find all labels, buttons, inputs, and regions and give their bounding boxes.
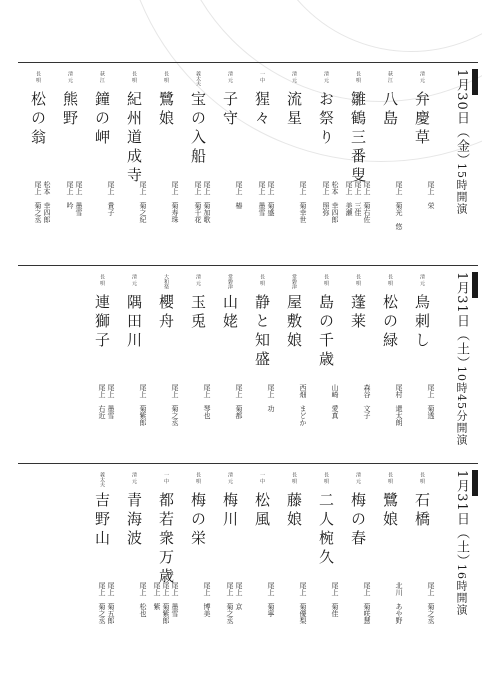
performance-block	[18, 265, 478, 462]
piece-title: 都若衆万歳	[157, 492, 175, 587]
music-genre: 清 元	[131, 274, 137, 286]
piece-title: 雛鶴三番叟	[349, 91, 367, 186]
program-item	[342, 266, 374, 462]
performance-block	[18, 62, 478, 259]
performer-names: 尾上 菊五郎 尾上 菊之丞	[98, 582, 115, 624]
date-header	[444, 464, 478, 669]
performer-names: 尾上 琴也	[203, 384, 211, 419]
performer-names: 尾上 菊寿珠	[171, 181, 179, 223]
music-genre: 長 唄	[163, 71, 169, 83]
performer-names: 西畑 まどか	[299, 384, 307, 426]
performer-names: 尾上 貴子	[107, 181, 115, 216]
date-header	[444, 63, 478, 259]
music-genre: 清 元	[195, 274, 201, 286]
performer-names: 尾上 菊之丞	[427, 582, 435, 624]
piece-title: 隅田川	[125, 294, 143, 351]
piece-title: 八島	[381, 91, 399, 129]
performer-names: 山崎 愛真	[331, 384, 339, 419]
performer-names: 尾上 博美	[203, 582, 211, 617]
piece-title: 玉兎	[189, 294, 207, 332]
piece-title: 山姥	[221, 294, 239, 332]
program-item	[310, 266, 342, 462]
program-item	[342, 464, 374, 669]
program-item	[278, 266, 310, 462]
music-genre: 長 唄	[323, 274, 329, 286]
piece-title: 松の翁	[29, 91, 47, 148]
piece-title: 静と知盛	[253, 294, 271, 370]
piece-title: 櫻舟	[157, 294, 175, 332]
performer-names: 北川 あや野	[395, 582, 403, 624]
start-time: 10時45分開演	[455, 366, 468, 446]
program-columns	[86, 266, 438, 462]
music-genre: 長 唄	[419, 472, 425, 484]
piece-title: 鷺娘	[157, 91, 175, 129]
program-item	[310, 464, 342, 669]
program-item	[246, 63, 278, 259]
program-item	[182, 464, 214, 669]
performer-names: 尾上 菊右佐 尾上 三佳 尾上 美瀬	[345, 181, 371, 223]
program-item	[406, 63, 438, 259]
music-genre: 清 元	[419, 274, 425, 286]
program-item	[310, 63, 342, 259]
program-item	[406, 266, 438, 462]
performer-names: 尾上 菊之紀	[139, 181, 147, 223]
music-genre: 義太夫	[195, 71, 201, 86]
performer-names: 尾上 栄	[427, 181, 435, 209]
piece-title: 連獅子	[93, 294, 111, 351]
piece-title: 弁慶草	[413, 91, 431, 148]
music-genre: 長 唄	[291, 472, 297, 484]
performer-names: 尾上 菊寧	[267, 582, 275, 617]
performance-date: 1月30日（金）	[454, 69, 469, 167]
music-genre: 清 元	[67, 71, 73, 83]
performer-names: 松本 幸四郎 尾上 菊之丞	[34, 181, 51, 223]
music-genre: 清 元	[323, 71, 329, 83]
music-genre: 義太夫	[99, 472, 105, 487]
performer-names: 松本 幸四郎 尾上 照弥	[322, 181, 339, 223]
program-columns	[86, 464, 438, 669]
music-genre: 一 中	[259, 472, 265, 484]
program-item	[214, 266, 246, 462]
program-columns	[22, 63, 438, 259]
program-item	[374, 63, 406, 259]
program-item	[182, 266, 214, 462]
piece-title: 島の千歳	[317, 294, 335, 370]
piece-title: 鷺娘	[381, 492, 399, 530]
music-genre: 常磐津	[227, 274, 233, 289]
performer-names: 尾上 菊優梨	[299, 582, 307, 624]
start-time: 16時開演	[455, 564, 468, 616]
performer-names: 尾上 京 尾上 菊之丞	[226, 582, 243, 624]
music-genre: 一 中	[163, 472, 169, 484]
program-item	[150, 63, 182, 259]
performer-names: 尾上 菊之丞	[171, 384, 179, 426]
performer-names: 尾上 菊咲慧	[363, 582, 371, 624]
piece-title: 流星	[285, 91, 303, 129]
program-item	[150, 266, 182, 462]
program-item	[86, 464, 118, 669]
music-genre: 大和楽	[163, 274, 169, 289]
piece-title: 子守	[221, 91, 239, 129]
music-genre: 長 唄	[195, 472, 201, 484]
program-item	[118, 63, 150, 259]
program-item	[278, 63, 310, 259]
piece-title: 鳥刺し	[413, 294, 431, 351]
piece-title: 蓬莱	[349, 294, 367, 332]
piece-title: 紀州道成寺	[125, 91, 143, 186]
performance-date: 1月31日（土）	[454, 272, 469, 370]
performance-block	[18, 463, 478, 669]
program-item	[86, 63, 118, 259]
piece-title: 石橋	[413, 492, 431, 530]
date-marker-bar	[472, 272, 478, 298]
piece-title: 猩々	[253, 91, 271, 129]
performer-names: 尾上 墨雪 尾上 吟	[66, 181, 83, 216]
music-genre: 長 唄	[99, 274, 105, 286]
program-item	[182, 63, 214, 259]
program-item	[246, 464, 278, 669]
date-marker-bar	[472, 69, 478, 95]
piece-title: 青海波	[125, 492, 143, 549]
music-genre: 清 元	[131, 472, 137, 484]
music-genre: 荻 江	[99, 71, 105, 83]
program-item	[278, 464, 310, 669]
music-genre: 長 唄	[323, 472, 329, 484]
performer-names: 尾上 菊都	[235, 384, 243, 419]
performer-names: 尾上 松也	[139, 582, 147, 617]
program-item	[118, 464, 150, 669]
music-genre: 長 唄	[35, 71, 41, 83]
piece-title: 二人椀久	[317, 492, 335, 568]
piece-title: 熊野	[61, 91, 79, 129]
program-item	[246, 266, 278, 462]
music-genre: 一 中	[259, 71, 265, 83]
piece-title: 松風	[253, 492, 271, 530]
program-item	[54, 63, 86, 259]
piece-title: お祭り	[317, 91, 335, 148]
program-item	[22, 63, 54, 259]
music-genre: 清 元	[227, 71, 233, 83]
date-marker-bar	[472, 470, 478, 496]
music-genre: 常磐津	[291, 274, 297, 289]
program-item	[374, 266, 406, 462]
performer-names: 森谷 文子	[363, 384, 371, 419]
program-item	[118, 266, 150, 462]
performer-names: 尾上 菊佳	[331, 582, 339, 617]
music-genre: 清 元	[419, 71, 425, 83]
music-genre: 長 唄	[387, 472, 393, 484]
performer-names: 尾上 椿	[235, 181, 243, 209]
music-genre: 清 元	[355, 472, 361, 484]
music-genre: 荻 江	[387, 71, 393, 83]
program-item	[214, 464, 246, 669]
performer-names: 尾上 菊透	[427, 384, 435, 419]
performance-date: 1月31日（土）	[454, 470, 469, 568]
music-genre: 長 唄	[355, 274, 361, 286]
program-item	[150, 464, 182, 669]
program-item	[406, 464, 438, 669]
program-item	[374, 464, 406, 669]
performer-names: 尾上 菊紫郎	[139, 384, 147, 426]
performer-names: 尾上 墨雪 尾上 菊紫郎 尾上 紫	[153, 582, 179, 624]
piece-title: 藤娘	[285, 492, 303, 530]
music-genre: 長 唄	[259, 274, 265, 286]
piece-title: 吉野山	[93, 492, 111, 549]
music-genre: 清 元	[291, 71, 297, 83]
piece-title: 松の緑	[381, 294, 399, 351]
music-genre: 清 元	[227, 472, 233, 484]
performer-names: 尾上 菊光 悠	[395, 181, 403, 230]
piece-title: 梅の栄	[189, 492, 207, 549]
performer-names: 尾村 還太朗	[395, 384, 403, 426]
music-genre: 長 唄	[355, 71, 361, 83]
music-genre: 長 唄	[387, 274, 393, 286]
performer-names: 尾上 墨雪 尾上 右近	[98, 384, 115, 419]
start-time: 15時開演	[455, 163, 468, 215]
piece-title: 鐘の岬	[93, 91, 111, 148]
performer-names: 尾上 菊幸世	[299, 181, 307, 223]
piece-title: 宝の入船	[189, 91, 207, 167]
music-genre: 長 唄	[131, 71, 137, 83]
piece-title: 梅川	[221, 492, 239, 530]
program-item	[214, 63, 246, 259]
performer-names: 尾上 功	[267, 384, 275, 412]
program-item	[86, 266, 118, 462]
performer-names: 尾上 菊加歌 尾上 菊千花	[194, 181, 211, 223]
program-item	[342, 63, 374, 259]
performer-names: 尾上 菊盛 尾上 墨雪	[258, 181, 275, 216]
date-header	[444, 266, 478, 462]
piece-title: 梅の春	[349, 492, 367, 549]
piece-title: 屋敷娘	[285, 294, 303, 351]
